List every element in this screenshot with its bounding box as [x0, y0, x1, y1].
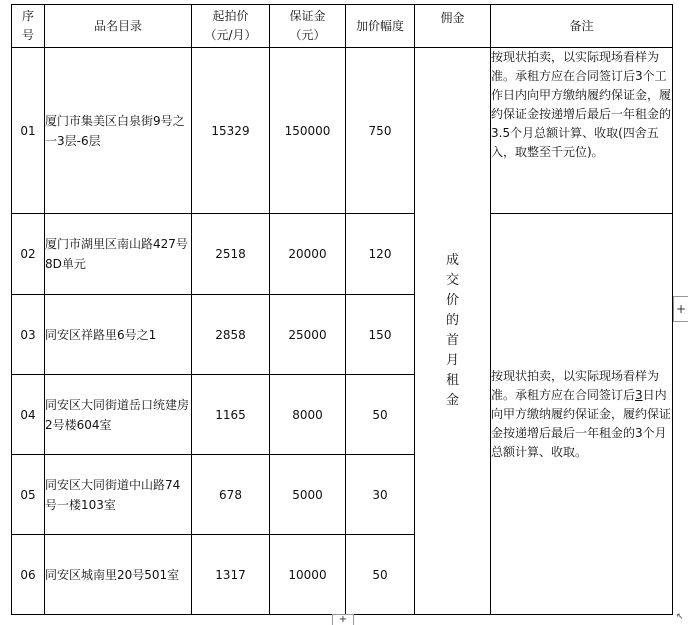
- row-start-price: 2518: [192, 214, 270, 295]
- row-seq: 05: [12, 455, 45, 535]
- header-start-price: 起拍价 （元/月）: [192, 5, 270, 48]
- row-seq: 04: [12, 375, 45, 455]
- remarks-first: 按现状拍卖，以实际现场看样为准。承租方应在合同签订后3个工作日内向甲方缴纳履约保证金，履约保证金按递增后最后一年租金的3.5个月总额计算、收取(四舍五入，取整至千元位)。: [491, 48, 673, 214]
- header-remarks: 备注: [491, 5, 673, 48]
- commission-char: 租: [445, 373, 459, 388]
- row-start-price: 678: [192, 455, 270, 535]
- remarks-day-count: 3: [635, 387, 643, 402]
- row-name: 厦门市湖里区南山路427号8D单元: [45, 214, 192, 295]
- row-seq: 06: [12, 535, 45, 615]
- row-increment: 30: [346, 455, 415, 535]
- row-increment: 750: [346, 48, 415, 214]
- row-deposit: 20000: [270, 214, 346, 295]
- commission-char: 成: [445, 253, 459, 268]
- row-increment: 50: [346, 375, 415, 455]
- row-name: 厦门市集美区白泉街9号之一3层-6层: [45, 48, 192, 214]
- table-row: [12, 214, 673, 295]
- commission-cell: [415, 48, 491, 615]
- row-deposit: 8000: [270, 375, 346, 455]
- commission-text: [446, 251, 460, 411]
- auction-table: [11, 4, 673, 615]
- commission-char: 的: [445, 313, 459, 328]
- commission-char: 交: [445, 273, 459, 288]
- table-row: [12, 48, 673, 214]
- row-start-price: 2858: [192, 295, 270, 375]
- row-name: 同安区祥路里6号之1: [45, 295, 192, 375]
- row-name: 同安区大同街道中山路74号一楼103室: [45, 455, 192, 535]
- row-deposit: 25000: [270, 295, 346, 375]
- row-deposit: 150000: [270, 48, 346, 214]
- row-deposit: 5000: [270, 455, 346, 535]
- row-increment: 120: [346, 214, 415, 295]
- row-seq: 01: [12, 48, 45, 214]
- commission-char: 首: [445, 333, 459, 348]
- header-commission: 佣金: [415, 5, 491, 48]
- row-increment: 150: [346, 295, 415, 375]
- header-deposit: 保证金 （元）: [270, 5, 346, 48]
- table-resize-handle[interactable]: ↖: [676, 612, 684, 622]
- header-name: 品名目录: [45, 5, 192, 48]
- commission-char: 价: [445, 293, 459, 308]
- header-increment: 加价幅度: [346, 5, 415, 48]
- header-seq: 序 号: [12, 5, 45, 48]
- header-row: [12, 5, 673, 48]
- row-start-price: 1317: [192, 535, 270, 615]
- row-deposit: 10000: [270, 535, 346, 615]
- commission-char: 金: [445, 393, 459, 408]
- commission-char: 月: [445, 353, 459, 368]
- add-row-handle[interactable]: +: [332, 614, 354, 625]
- remarks-second: 按现状拍卖，以实际现场看样为准。承租方应在合同签订后3日内向甲方缴纳履约保证金，履约保证金按递增后最后一年租金的3个月总额计算、收取。: [491, 214, 673, 615]
- row-name: 同安区城南里20号501室: [45, 535, 192, 615]
- row-start-price: 1165: [192, 375, 270, 455]
- row-seq: 02: [12, 214, 45, 295]
- row-name: 同安区大同街道岳口统建房2号楼604室: [45, 375, 192, 455]
- add-column-handle[interactable]: +: [673, 296, 688, 322]
- row-start-price: 15329: [192, 48, 270, 214]
- row-seq: 03: [12, 295, 45, 375]
- row-increment: 50: [346, 535, 415, 615]
